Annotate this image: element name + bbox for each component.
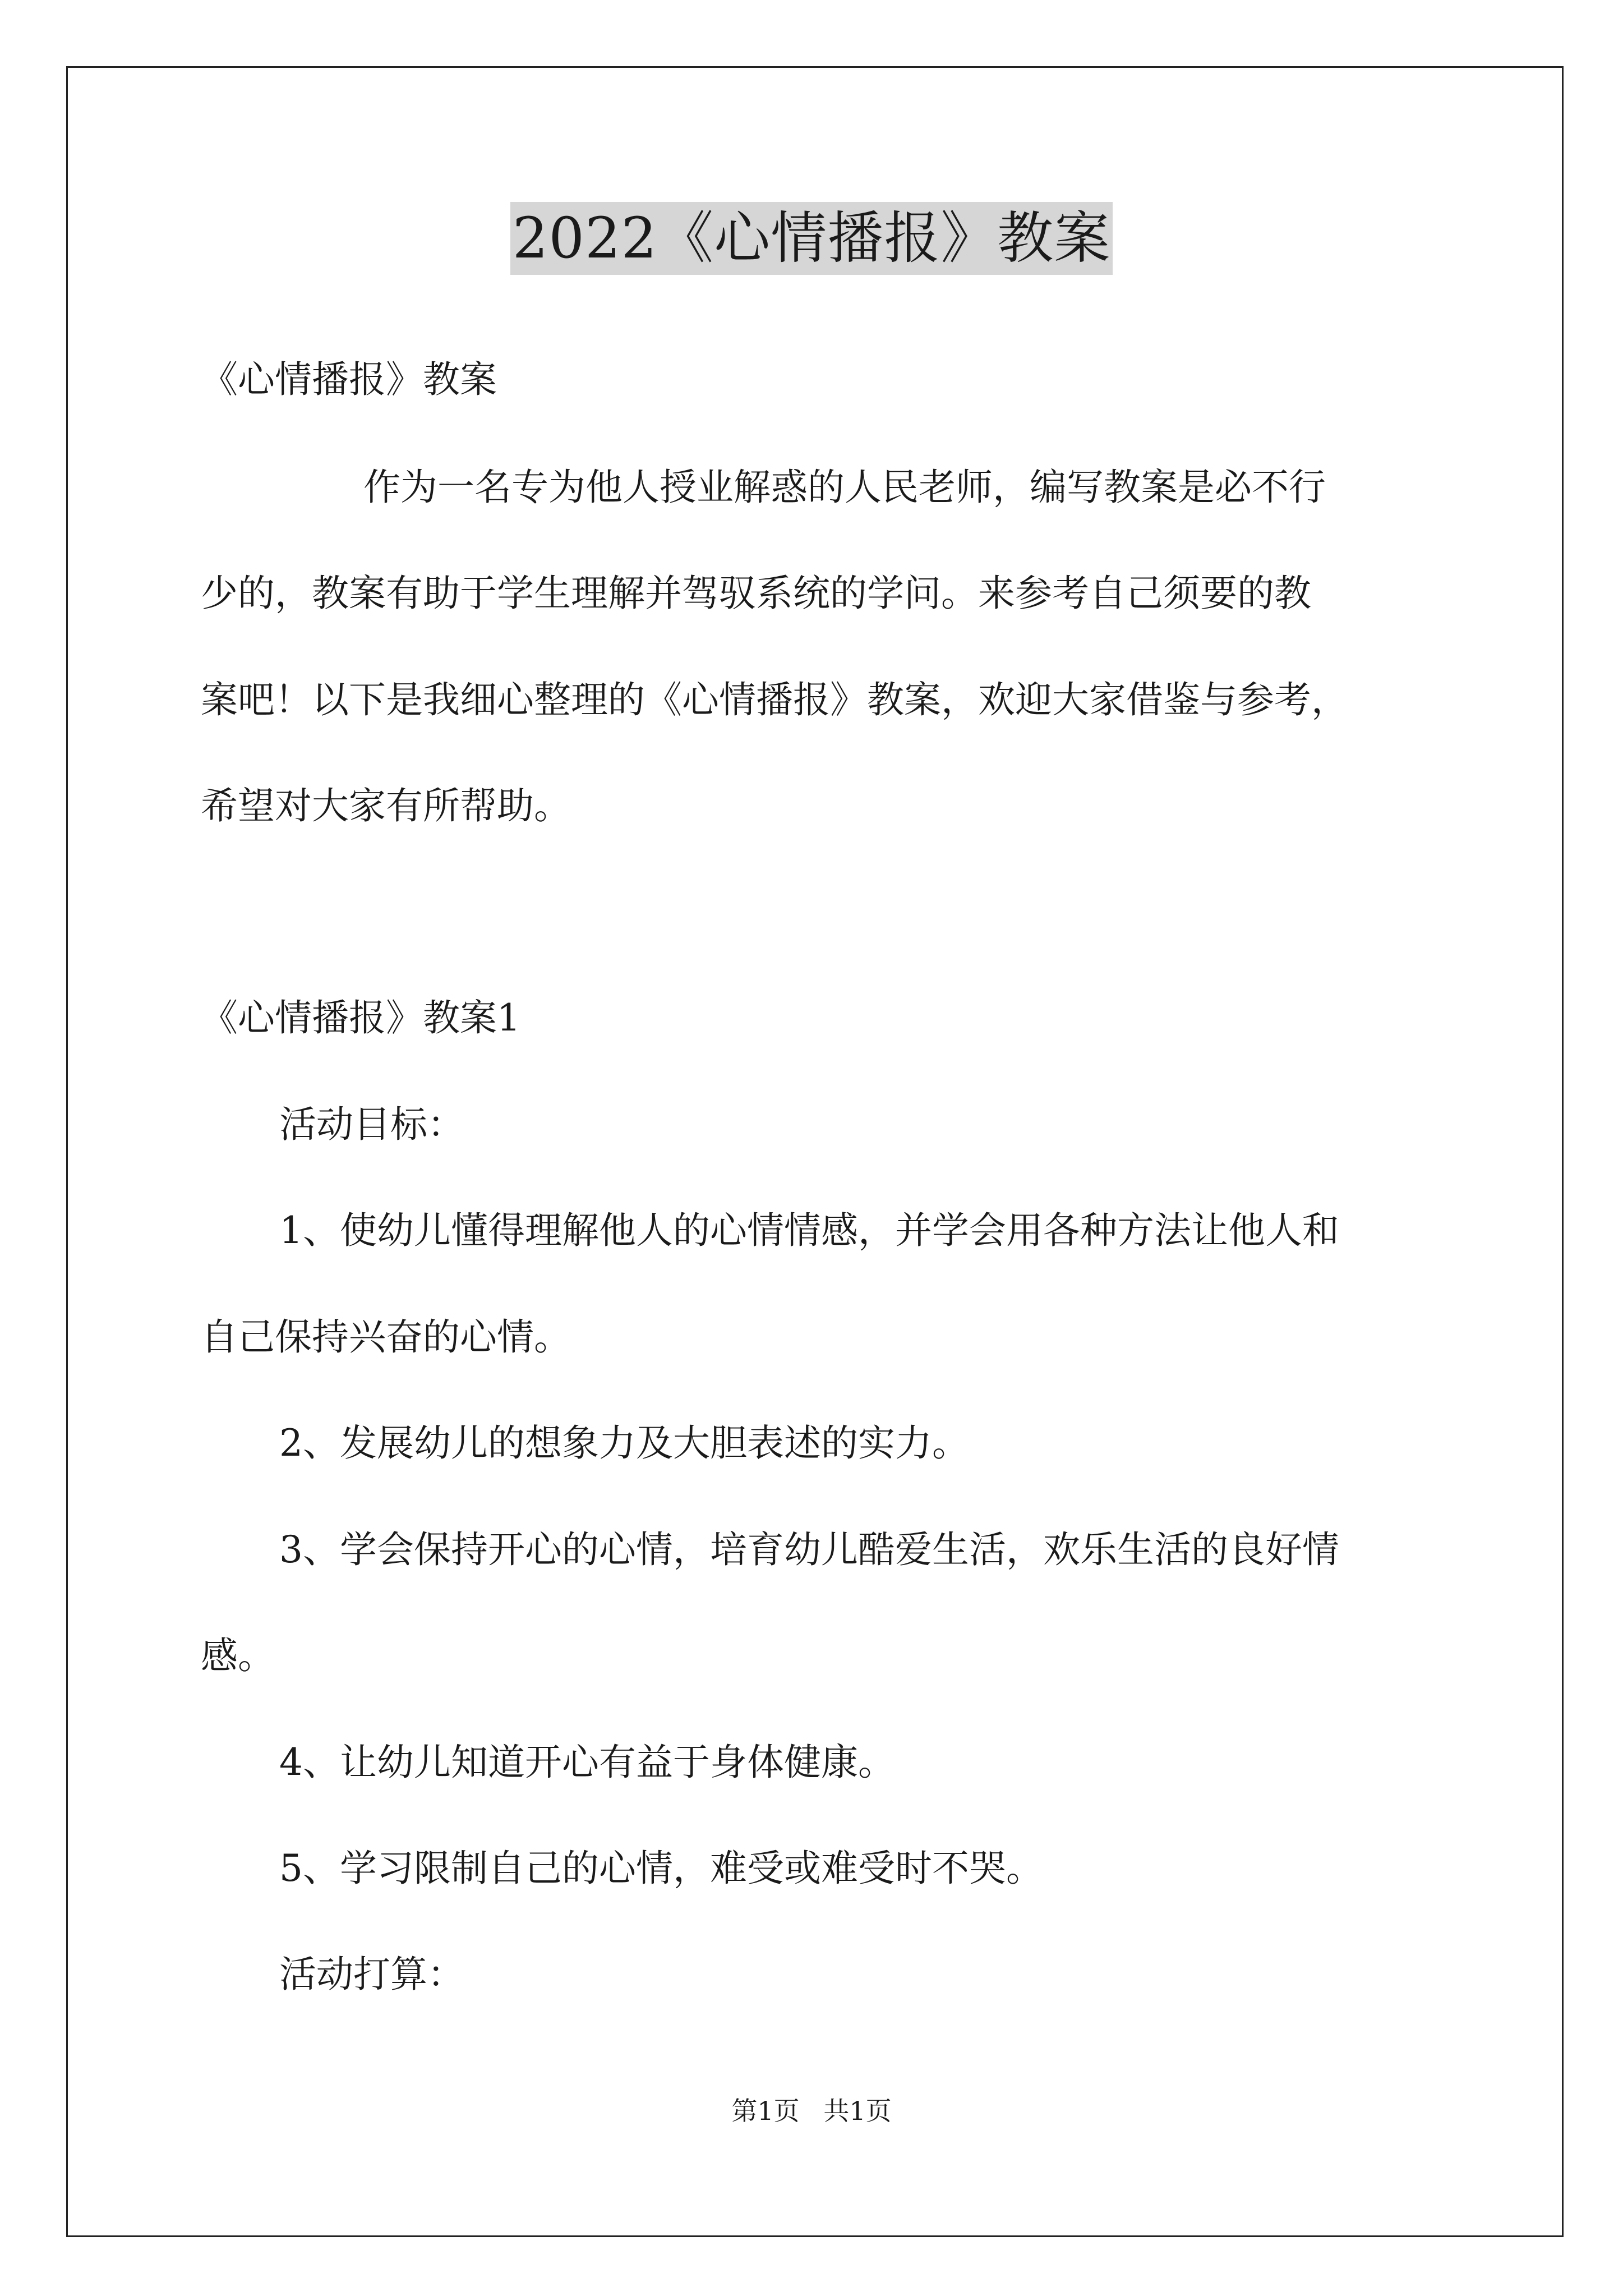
goal-line: 自己保持兴奋的心情。 [201,1315,571,1359]
section-title: 《心情播报》教案1 [201,996,520,1039]
intro-line: 希望对大家有所帮助。 [201,784,571,827]
goal-line: 5、学习限制自己的心情，难受或难受时不哭。 [279,1847,1043,1890]
document-title: 2022《心情播报》教案 [510,202,1113,275]
goal-line: 3、学会保持开心的心情，培育幼儿酷爱生活，欢乐生活的良好情 [279,1528,1339,1571]
intro-line: 作为一名专为他人授业解惑的人民老师，编写教案是必不行 [363,466,1326,509]
intro-line: 案吧！以下是我细心整理的《心情播报》教案，欢迎大家借鉴与参考， [201,678,1348,721]
goal-line: 1、使幼儿懂得理解他人的心情情感，并学会用各种方法让他人和 [279,1209,1339,1252]
page-number: 第1页 [731,2096,800,2126]
prep-heading: 活动打算： [279,1953,464,1996]
page-footer [0,2094,1623,2128]
goals-heading: 活动目标： [279,1103,464,1146]
subtitle: 《心情播报》教案 [201,358,497,401]
goal-line: 感。 [201,1634,275,1677]
goal-line: 2、发展幼儿的想象力及大胆表述的实力。 [279,1421,969,1465]
goal-line: 4、让幼儿知道开心有益于身体健康。 [279,1741,895,1784]
title-container [0,202,1623,275]
page-total: 共1页 [823,2096,892,2126]
intro-line: 少的，教案有助于学生理解并驾驭系统的学问。来参考自己须要的教 [201,572,1311,615]
